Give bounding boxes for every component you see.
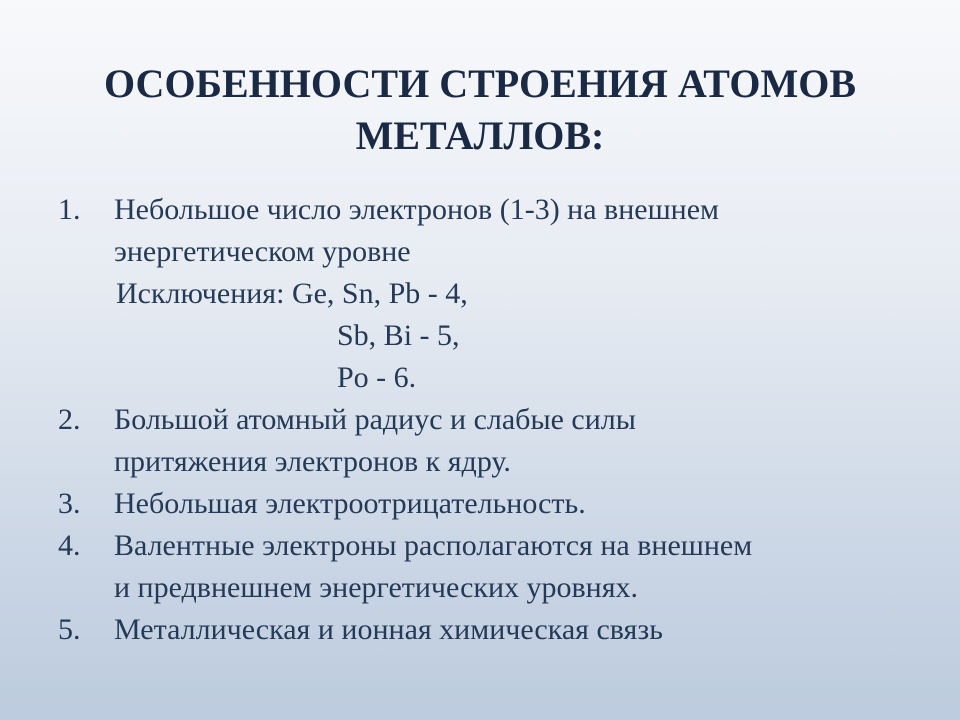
list-number: 2.: [58, 403, 81, 436]
list-item-text: Металлическая и ионная химическая связь: [114, 613, 663, 646]
list-item-2: [58, 399, 938, 483]
list-number: 3.: [58, 487, 81, 520]
list-number: 4.: [58, 529, 81, 562]
title-line-2: МЕТАЛЛОВ:: [355, 113, 605, 158]
list-item-3: [58, 483, 938, 525]
list-number: 5.: [58, 613, 81, 646]
list-item-4: [58, 525, 938, 609]
list-item-5: [58, 609, 938, 651]
list-number: 1.: [58, 193, 81, 226]
title-line-1: ОСОБЕННОСТИ СТРОЕНИЯ АТОМОВ: [103, 61, 857, 106]
exceptions-text: Исключения: Ge, Sn, Pb - 4,: [116, 277, 468, 310]
features-list: [58, 189, 938, 651]
list-item-text: притяжения электронов к ядру.: [114, 445, 511, 478]
list-item-text: Большой атомный радиус и слабые силы: [114, 403, 636, 436]
list-item-text: Небольшая электроотрицательность.: [114, 487, 586, 520]
exceptions-continuation: Po - 6.: [337, 361, 417, 394]
list-item-text: Небольшое число электронов (1-3) на внешнем: [114, 193, 720, 226]
exceptions-continuation: Sb, Bi - 5,: [337, 319, 460, 352]
list-item-1: [58, 189, 938, 399]
list-item-text: энергетическом уровне: [114, 235, 411, 268]
list-item-text: Валентные электроны располагаются на внешнем: [114, 529, 753, 562]
slide-title: [0, 58, 960, 162]
list-item-text: и предвнешнем энергетических уровнях.: [114, 571, 639, 604]
